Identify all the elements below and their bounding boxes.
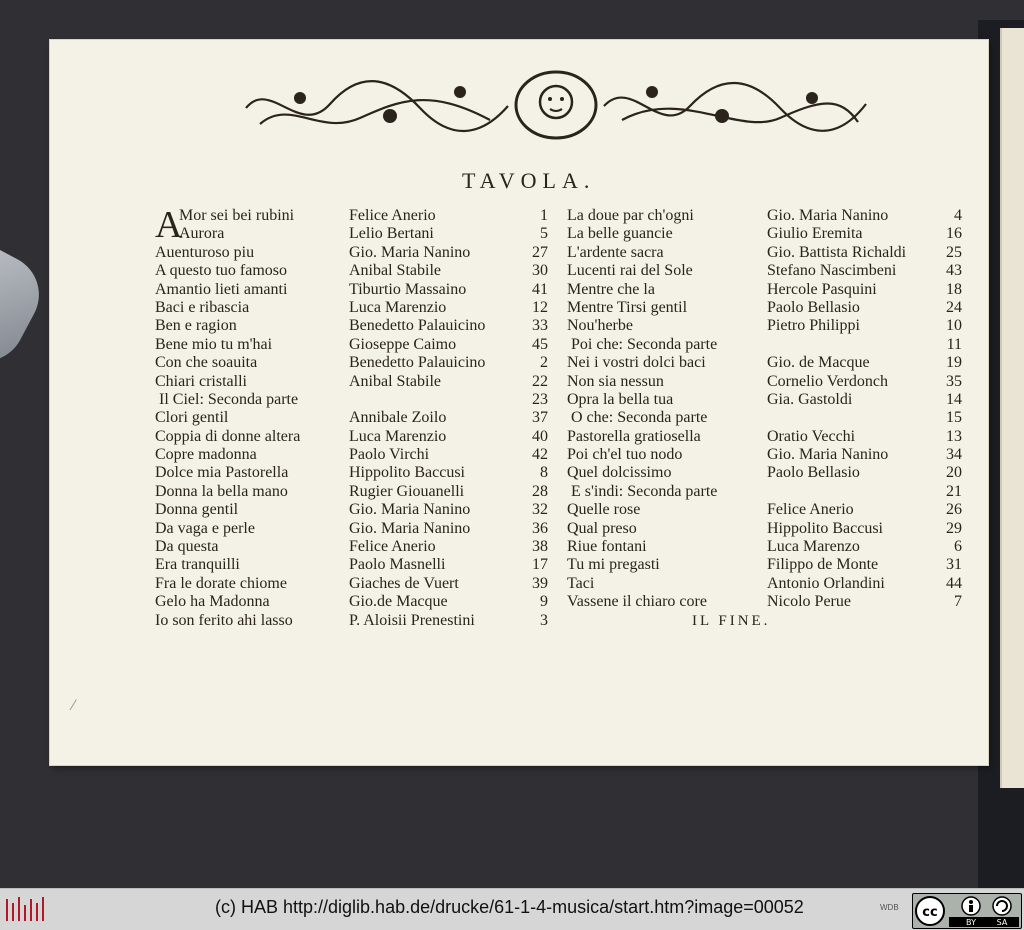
right-page: 26	[946, 501, 962, 519]
right-title: Lucenti rai del Sole	[567, 262, 693, 280]
right-composer: Felice Anerio	[767, 501, 854, 519]
end-mark: IL FINE.	[692, 613, 771, 629]
left-page: 36	[532, 519, 548, 537]
right-title: L'ardente sacra	[567, 243, 664, 261]
left-page: 45	[532, 335, 548, 353]
right-composer: Oratio Vecchi	[767, 427, 856, 445]
left-composer: Gio. Maria Nanino	[349, 243, 471, 261]
right-title: Quelle rose	[567, 501, 641, 519]
right-composer	[767, 336, 942, 354]
left-page: 39	[532, 574, 548, 592]
right-title: Mentre Tirsi gentil	[567, 298, 688, 316]
ornament-headpiece	[240, 68, 872, 142]
left-title: Bene mio tu m'hai	[155, 335, 273, 353]
left-title: Donna gentil	[155, 501, 239, 519]
left-composer: Tiburtio Massaino	[349, 280, 467, 298]
left-composer: Annibale Zoilo	[349, 409, 447, 427]
right-composer: Pietro Philippi	[767, 317, 860, 335]
left-composer: Anibal Stabile	[349, 372, 441, 390]
right-title: Tu mi pregasti	[567, 556, 660, 574]
left-page: 12	[532, 298, 548, 316]
right-composer: Luca Marenzo	[767, 538, 860, 556]
right-title: Poi ch'el tuo nodo	[567, 446, 683, 464]
right-title: Riue fontani	[567, 538, 647, 556]
svg-text:cc: cc	[922, 905, 938, 920]
right-title: Nou'herbe	[567, 317, 633, 335]
right-title: Poi che: Seconda parte	[571, 335, 718, 353]
hab-logo-icon	[4, 895, 48, 925]
left-title: A questo tuo famoso	[155, 262, 287, 280]
left-page: 5	[540, 225, 548, 243]
left-pages	[520, 207, 548, 630]
left-title: Clori gentil	[155, 409, 229, 427]
right-title: O che: Seconda parte	[571, 409, 708, 427]
left-title: Donna la bella mano	[155, 482, 288, 500]
left-composer: Gio. Maria Nanino	[349, 501, 471, 519]
left-page: 27	[532, 243, 548, 261]
right-composer: Gia. Gastoldi	[767, 390, 853, 408]
right-page: 11	[946, 335, 962, 353]
left-page: 23	[532, 390, 548, 408]
right-page: 15	[946, 409, 962, 427]
right-page: 35	[946, 372, 962, 390]
right-page: 44	[946, 574, 962, 592]
right-title: Opra la bella tua	[567, 390, 674, 408]
right-title: La doue par ch'ogni	[567, 207, 694, 224]
right-page: 14	[946, 390, 962, 408]
copyright-link[interactable]: (c) HAB http://diglib.hab.de/drucke/61-1-4-musica/start.htm?image=00052	[215, 897, 804, 917]
left-title: Auenturoso piu	[155, 243, 255, 261]
left-composer: Benedetto Palauicino	[349, 354, 486, 372]
drop-cap: A	[155, 204, 183, 246]
left-composers	[349, 207, 524, 630]
left-composer: Hippolito Baccusi	[349, 464, 465, 482]
right-composer: Paolo Bellasio	[767, 464, 860, 482]
right-composer: Stefano Nascimbeni	[767, 262, 897, 280]
left-page: 3	[540, 611, 548, 629]
left-page: 42	[532, 446, 548, 464]
left-title: Io son ferito ahi lasso	[155, 611, 293, 629]
left-composer: Felice Anerio	[349, 207, 436, 224]
left-page: 38	[532, 538, 548, 556]
left-title: Ben e ragion	[155, 317, 237, 335]
left-title: Da questa	[155, 538, 219, 556]
left-title: Mor sei bei rubini	[179, 207, 295, 224]
right-composer	[767, 409, 942, 427]
left-page: 32	[532, 501, 548, 519]
left-title: Era tranquilli	[155, 556, 240, 574]
next-page-edge	[1000, 28, 1024, 788]
left-composer	[349, 391, 524, 409]
left-composer: Felice Anerio	[349, 538, 436, 556]
viewer-footer	[0, 888, 1024, 930]
left-title: Con che soauita	[155, 354, 258, 372]
left-composer: Giaches de Vuert	[349, 574, 459, 592]
right-composer: Gio. de Macque	[767, 354, 870, 372]
right-page: 18	[946, 280, 962, 298]
right-composers	[767, 207, 942, 612]
left-composer: Paolo Virchi	[349, 446, 430, 464]
left-composer: Anibal Stabile	[349, 262, 441, 280]
right-page: 20	[946, 464, 962, 482]
wdb-label: WDB	[880, 903, 899, 912]
right-titles	[567, 207, 767, 612]
right-title: Pastorella gratiosella	[567, 427, 701, 445]
right-page: 16	[946, 225, 962, 243]
right-title: Taci	[567, 574, 595, 592]
left-composer: Lelio Bertani	[349, 225, 434, 243]
left-title: Baci e ribascia	[155, 298, 250, 316]
right-page: 4	[954, 207, 962, 224]
left-page: 9	[540, 593, 548, 611]
right-composer	[767, 483, 942, 501]
left-page: 8	[540, 464, 548, 482]
right-page: 21	[946, 482, 962, 500]
right-page: 29	[946, 519, 962, 537]
right-page: 43	[946, 262, 962, 280]
left-composer: Gio.de Macque	[349, 593, 448, 611]
right-composer: Gio. Battista Richaldi	[767, 243, 907, 261]
right-composer: Paolo Bellasio	[767, 298, 860, 316]
right-title: Mentre che la	[567, 280, 655, 298]
left-title: Dolce mia Pastorella	[155, 464, 289, 482]
left-page: 33	[532, 317, 548, 335]
left-title: Fra le dorate chiome	[155, 574, 287, 592]
left-title: Chiari cristalli	[155, 372, 247, 390]
license-sa: SA	[996, 918, 1008, 927]
right-composer: Hippolito Baccusi	[767, 519, 883, 537]
right-composer: Filippo de Monte	[767, 556, 879, 574]
right-page: 24	[946, 298, 962, 316]
left-title: Amantio lieti amanti	[155, 280, 288, 298]
left-title: Da vaga e perle	[155, 519, 255, 537]
left-page: 2	[540, 354, 548, 372]
left-composer: Benedetto Palauicino	[349, 317, 486, 335]
right-pages	[930, 207, 962, 612]
right-title: Vassene il chiaro core	[567, 593, 707, 611]
left-page: 1	[540, 207, 548, 224]
right-composer: Hercole Pasquini	[767, 280, 877, 298]
left-title: Gelo ha Madonna	[155, 593, 270, 611]
right-page: 31	[946, 556, 962, 574]
right-title: Qual preso	[567, 519, 637, 537]
right-composer: Giulio Eremita	[767, 225, 863, 243]
right-composer: Nicolo Perue	[767, 593, 851, 611]
right-title: Non sia nessun	[567, 372, 664, 390]
right-title: E s'indi: Seconda parte	[571, 482, 718, 500]
right-composer: Gio. Maria Nanino	[767, 446, 889, 464]
left-composer: Luca Marenzio	[349, 298, 447, 316]
pencil-mark: ⁄	[72, 698, 75, 714]
right-page: 7	[954, 593, 962, 611]
left-composer: Rugier Giouanelli	[349, 482, 465, 500]
right-title: Nei i vostri dolci baci	[567, 354, 706, 372]
left-composer: Luca Marenzio	[349, 427, 447, 445]
right-title: Quel dolcissimo	[567, 464, 672, 482]
left-titles	[155, 204, 345, 630]
left-page: 40	[532, 427, 548, 445]
left-title: Copre madonna	[155, 446, 257, 464]
right-page: 6	[954, 538, 962, 556]
right-title: La belle guancie	[567, 225, 673, 243]
right-page: 25	[946, 243, 962, 261]
right-composer: Cornelio Verdonch	[767, 372, 889, 390]
left-page: 30	[532, 262, 548, 280]
left-title: Aurora	[179, 225, 225, 243]
right-page: 10	[946, 317, 962, 335]
left-composer: Giosеppe Caimo	[349, 335, 457, 353]
left-composer: Gio. Maria Nanino	[349, 519, 471, 537]
right-composer: Antonio Orlandini	[767, 574, 885, 592]
right-composer: Gio. Maria Nanino	[767, 207, 889, 224]
left-page: 28	[532, 482, 548, 500]
right-page: 19	[946, 354, 962, 372]
license-by: BY	[966, 918, 976, 927]
right-page: 13	[946, 427, 962, 445]
left-composer: Paolo Masnelli	[349, 556, 446, 574]
cc-license-icon[interactable]	[912, 893, 1022, 929]
left-page: 37	[532, 409, 548, 427]
left-page: 41	[532, 280, 548, 298]
right-page: 34	[946, 446, 962, 464]
left-page: 22	[532, 372, 548, 390]
left-composer: P. Aloisii Prenestini	[349, 611, 475, 629]
left-title: Il Ciel: Seconda parte	[159, 390, 299, 408]
left-page: 17	[532, 556, 548, 574]
page-title: TAVOLA.	[462, 168, 596, 193]
left-title: Coppia di donne altera	[155, 427, 301, 445]
